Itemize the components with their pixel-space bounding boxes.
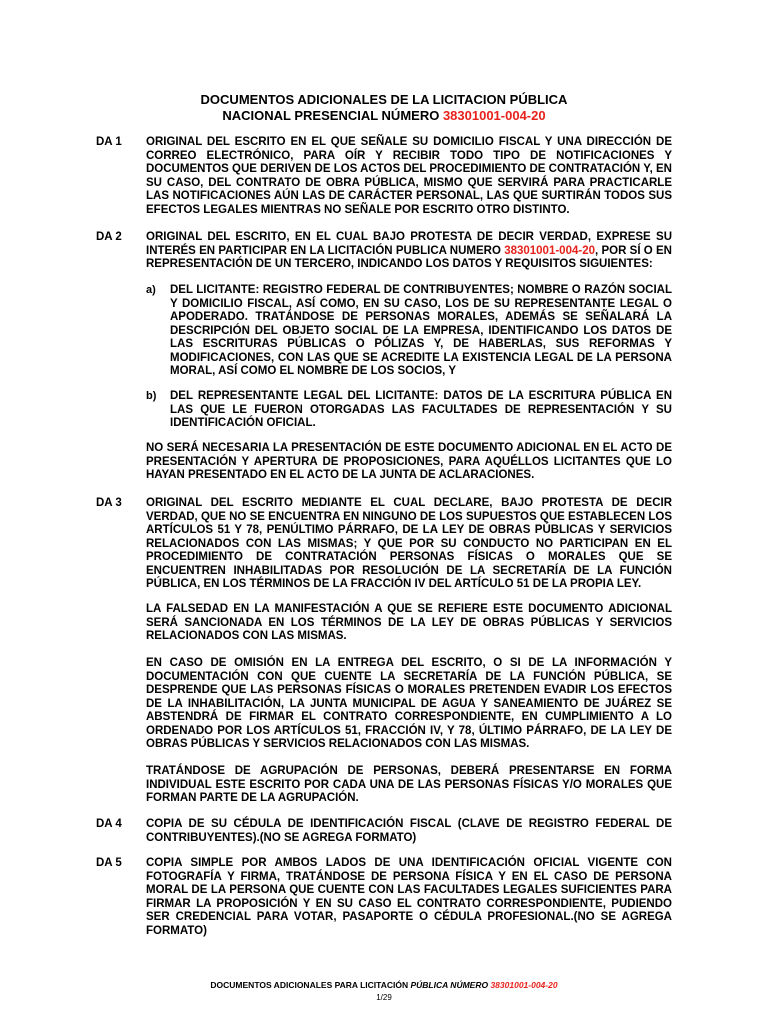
title-line-2 [0, 108, 768, 124]
da3-text: ORIGINAL DEL ESCRITO MEDIANTE EL CUAL DECLARE, BAJO PROTESTA DE DECIR VERDAD, QUE NO SE ENCUENTRA EN NINGUNO DE LOS SUPUESTOS QUE ESTABLECEN LOS ARTÍCULOS 51 Y 78, PENÚLTIMO PÁRRAFO, DE LA LEY DE OBRAS PÚBLICAS Y SERVICIOS RELACIONADOS CON LAS MISMAS; Y QUE POR SU CONDUCTO NO PARTICIPAN EN EL PROCEDIMIENTO DE CONTRATACIÓN PERSONAS FÍSICAS O MORALES QUE SE ENCUENTREN INHABILITADAS POR RESOLUCIÓN DE LA SECRETARÍA DE LA FUNCIÓN PÚBLICA, EN LOS TÉRMINOS DE LA FRACCIÓN IV DEL ARTÍCULO 51 DE LA PROPIA LEY. [146, 497, 672, 590]
da2-label: DA 2 [96, 231, 122, 243]
da2-text-before: ORIGINAL DEL ESCRITO, EN EL CUAL BAJO PROTESTA DE DECIR VERDAD, EXPRESE SU INTERÉS EN PARTICIPAR EN LA LICITACIÓN PUBLICA NUMERO [146, 231, 672, 257]
da2-text [146, 231, 672, 272]
da2-note-text: NO SERÁ NECESARIA LA PRESENTACIÓN DE ESTE DOCUMENTO ADICIONAL EN EL ACTO DE PRESENTACIÓN Y APERTURA DE PROPOSICIONES, PARA AQUÉLLOS LICITANTES QUE LO HAYAN PRESENTADO EN EL ACTO DE LA JUNTA DE ACLARACIONES. [146, 442, 672, 481]
da5-label: DA 5 [96, 857, 122, 869]
da3-p2-text: LA FALSEDAD EN LA MANIFESTACIÓN A QUE SE REFIERE ESTE DOCUMENTO ADICIONAL SERÁ SANCIONADA EN LOS TÉRMINOS DE LA LEY DE OBRAS PÚBLICAS Y SERVICIOS RELACIONADOS CON LAS MISMAS. [146, 603, 672, 642]
tender-number: 38301001-004-20 [442, 108, 546, 123]
da2-sub-a-label: a) [146, 284, 156, 296]
da2-sub-b-label: b) [146, 390, 157, 402]
page-number: 1/29 [376, 993, 392, 1002]
da2-sub-b-text: DEL REPRESENTANTE LEGAL DEL LICITANTE: DATOS DE LA ESCRITURA PÚBLICA EN LAS QUE LE FUERON OTORGADAS LAS FACULTADES DE REPRESENTACIÓN Y SU IDENTIFICACIÓN OFICIAL. [170, 390, 672, 429]
da1-text: ORIGINAL DEL ESCRITO EN EL QUE SEÑALE SU DOMICILIO FISCAL Y UNA DIRECCIÓN DE CORREO ELECTRÓNICO, PARA OÍR Y RECIBIR TODO TIPO DE NOTIFICACIONES Y DOCUMENTOS QUE DERIVEN DE LOS ACTOS DEL PROCEDIMIENTO DE CONTRATACIÓN Y, EN SU CASO, DEL CONTRATO DE OBRA PÚBLICA, MISMO QUE SERVIRÁ PARA PRACTICARLE LAS NOTIFICACIONES AÚN LAS DE CARÁCTER PERSONAL, LAS QUE SURTIRÁN TODOS SUS EFECTOS LEGALES MIENTRAS NO SEÑALE POR ESCRITO OTRO DISTINTO. [146, 136, 672, 216]
da3-p4-text: TRATÁNDOSE DE AGRUPACIÓN DE PERSONAS, DEBERÁ PRESENTARSE EN FORMA INDIVIDUAL ESTE ESCRITO POR CADA UNA DE LAS PERSONAS FÍSICAS Y/O MORALES QUE FORMAN PARTE DE LA AGRUPACIÓN. [146, 765, 672, 804]
da5-text: COPIA SIMPLE POR AMBOS LADOS DE UNA IDENTIFICACIÓN OFICIAL VIGENTE CON FOTOGRAFÍA Y FIRMA, TRATÁNDOSE DE PERSONA FÍSICA Y EN EL CASO DE PERSONA MORAL DE LA PERSONA QUE CUENTE CON LAS FACULTADES LEGALES SUFICIENTES PARA FIRMAR LA PROPOSICIÓN Y EN SU CASO EL CONTRATO CORRESPONDIENTE, PUDIENDO SER CREDENCIAL PARA VOTAR, PASAPORTE O CÉDULA PROFESIONAL.(NO SE AGREGA FORMATO) [146, 857, 672, 937]
footer-italic-text: PÚBLICA NÚMERO [410, 980, 491, 990]
da4-text: COPIA DE SU CÉDULA DE IDENTIFICACIÓN FISCAL (CLAVE DE REGISTRO FEDERAL DE CONTRIBUYENTES).(NO SE AGREGA FORMATO) [146, 818, 672, 844]
da3-label: DA 3 [96, 497, 122, 509]
da2-text-after: , POR SÍ O EN REPRESENTACIÓN DE UN TERCERO, INDICANDO LOS DATOS Y REQUISITOS SIGUIENTES: [146, 244, 672, 270]
da4-label: DA 4 [96, 818, 122, 830]
page-footer [0, 980, 768, 991]
footer-text: DOCUMENTOS ADICIONALES PARA LICITACIÓN [210, 980, 411, 990]
title-line-2-text: NACIONAL PRESENCIAL NÚMERO [222, 108, 443, 123]
da2-tender-number: 38301001-004-20 [504, 244, 595, 257]
title-line-1: DOCUMENTOS ADICIONALES DE LA LICITACION PÚBLICA [200, 92, 568, 107]
da3-p3-text: EN CASO DE OMISIÓN EN LA ENTREGA DEL ESCRITO, O SI DE LA INFORMACIÓN Y DOCUMENTACIÓN CON QUE CUENTE LA SECRETARÍA DE LA FUNCIÓN PÚBLICA, SE DESPRENDE QUE LAS PERSONAS FÍSICAS O MORALES PRETENDEN EVADIR LOS EFECTOS DE LA INHABILITACIÓN, LA JUNTA MUNICIPAL DE AGUA Y SANEAMIENTO DE JUÁREZ SE ABSTENDRÁ DE FIRMAR EL CONTRATO CORRESPONDIENTE, EN CUMPLIMIENTO A LO ORDENADO POR LOS ARTÍCULOS 51, FRACCIÓN IV, Y 78, ÚLTIMO PÁRRAFO, DE LA LEY DE OBRAS PÚBLICAS Y SERVICIOS RELACIONADOS CON LAS MISMAS. [146, 657, 672, 750]
footer-tender-number: 38301001-004-20 [490, 980, 558, 990]
da2-sub-a-text: DEL LICITANTE: REGISTRO FEDERAL DE CONTRIBUYENTES; NOMBRE O RAZÓN SOCIAL Y DOMICILIO FISCAL, ASÍ COMO, EN SU CASO, LOS DE SU REPRESENTANTE LEGAL O APODERADO. TRATÁNDOSE DE PERSONAS MORALES, ADEMÁS SE SEÑALARÁ LA DESCRIPCIÓN DEL OBJETO SOCIAL DE LA EMPRESA, IDENTIFICANDO LOS DATOS DE LAS ESCRITURAS PÚBLICAS O PÓLIZAS Y, DE HABERLAS, SUS REFORMAS Y MODIFICACIONES, CON LAS QUE SE ACREDITE LA EXISTENCIA LEGAL DE LA PERSONA MORAL, ASÍ COMO EL NOMBRE DE LOS SOCIOS, Y [170, 284, 672, 377]
da1-label: DA 1 [96, 136, 122, 148]
document-title [0, 92, 768, 124]
